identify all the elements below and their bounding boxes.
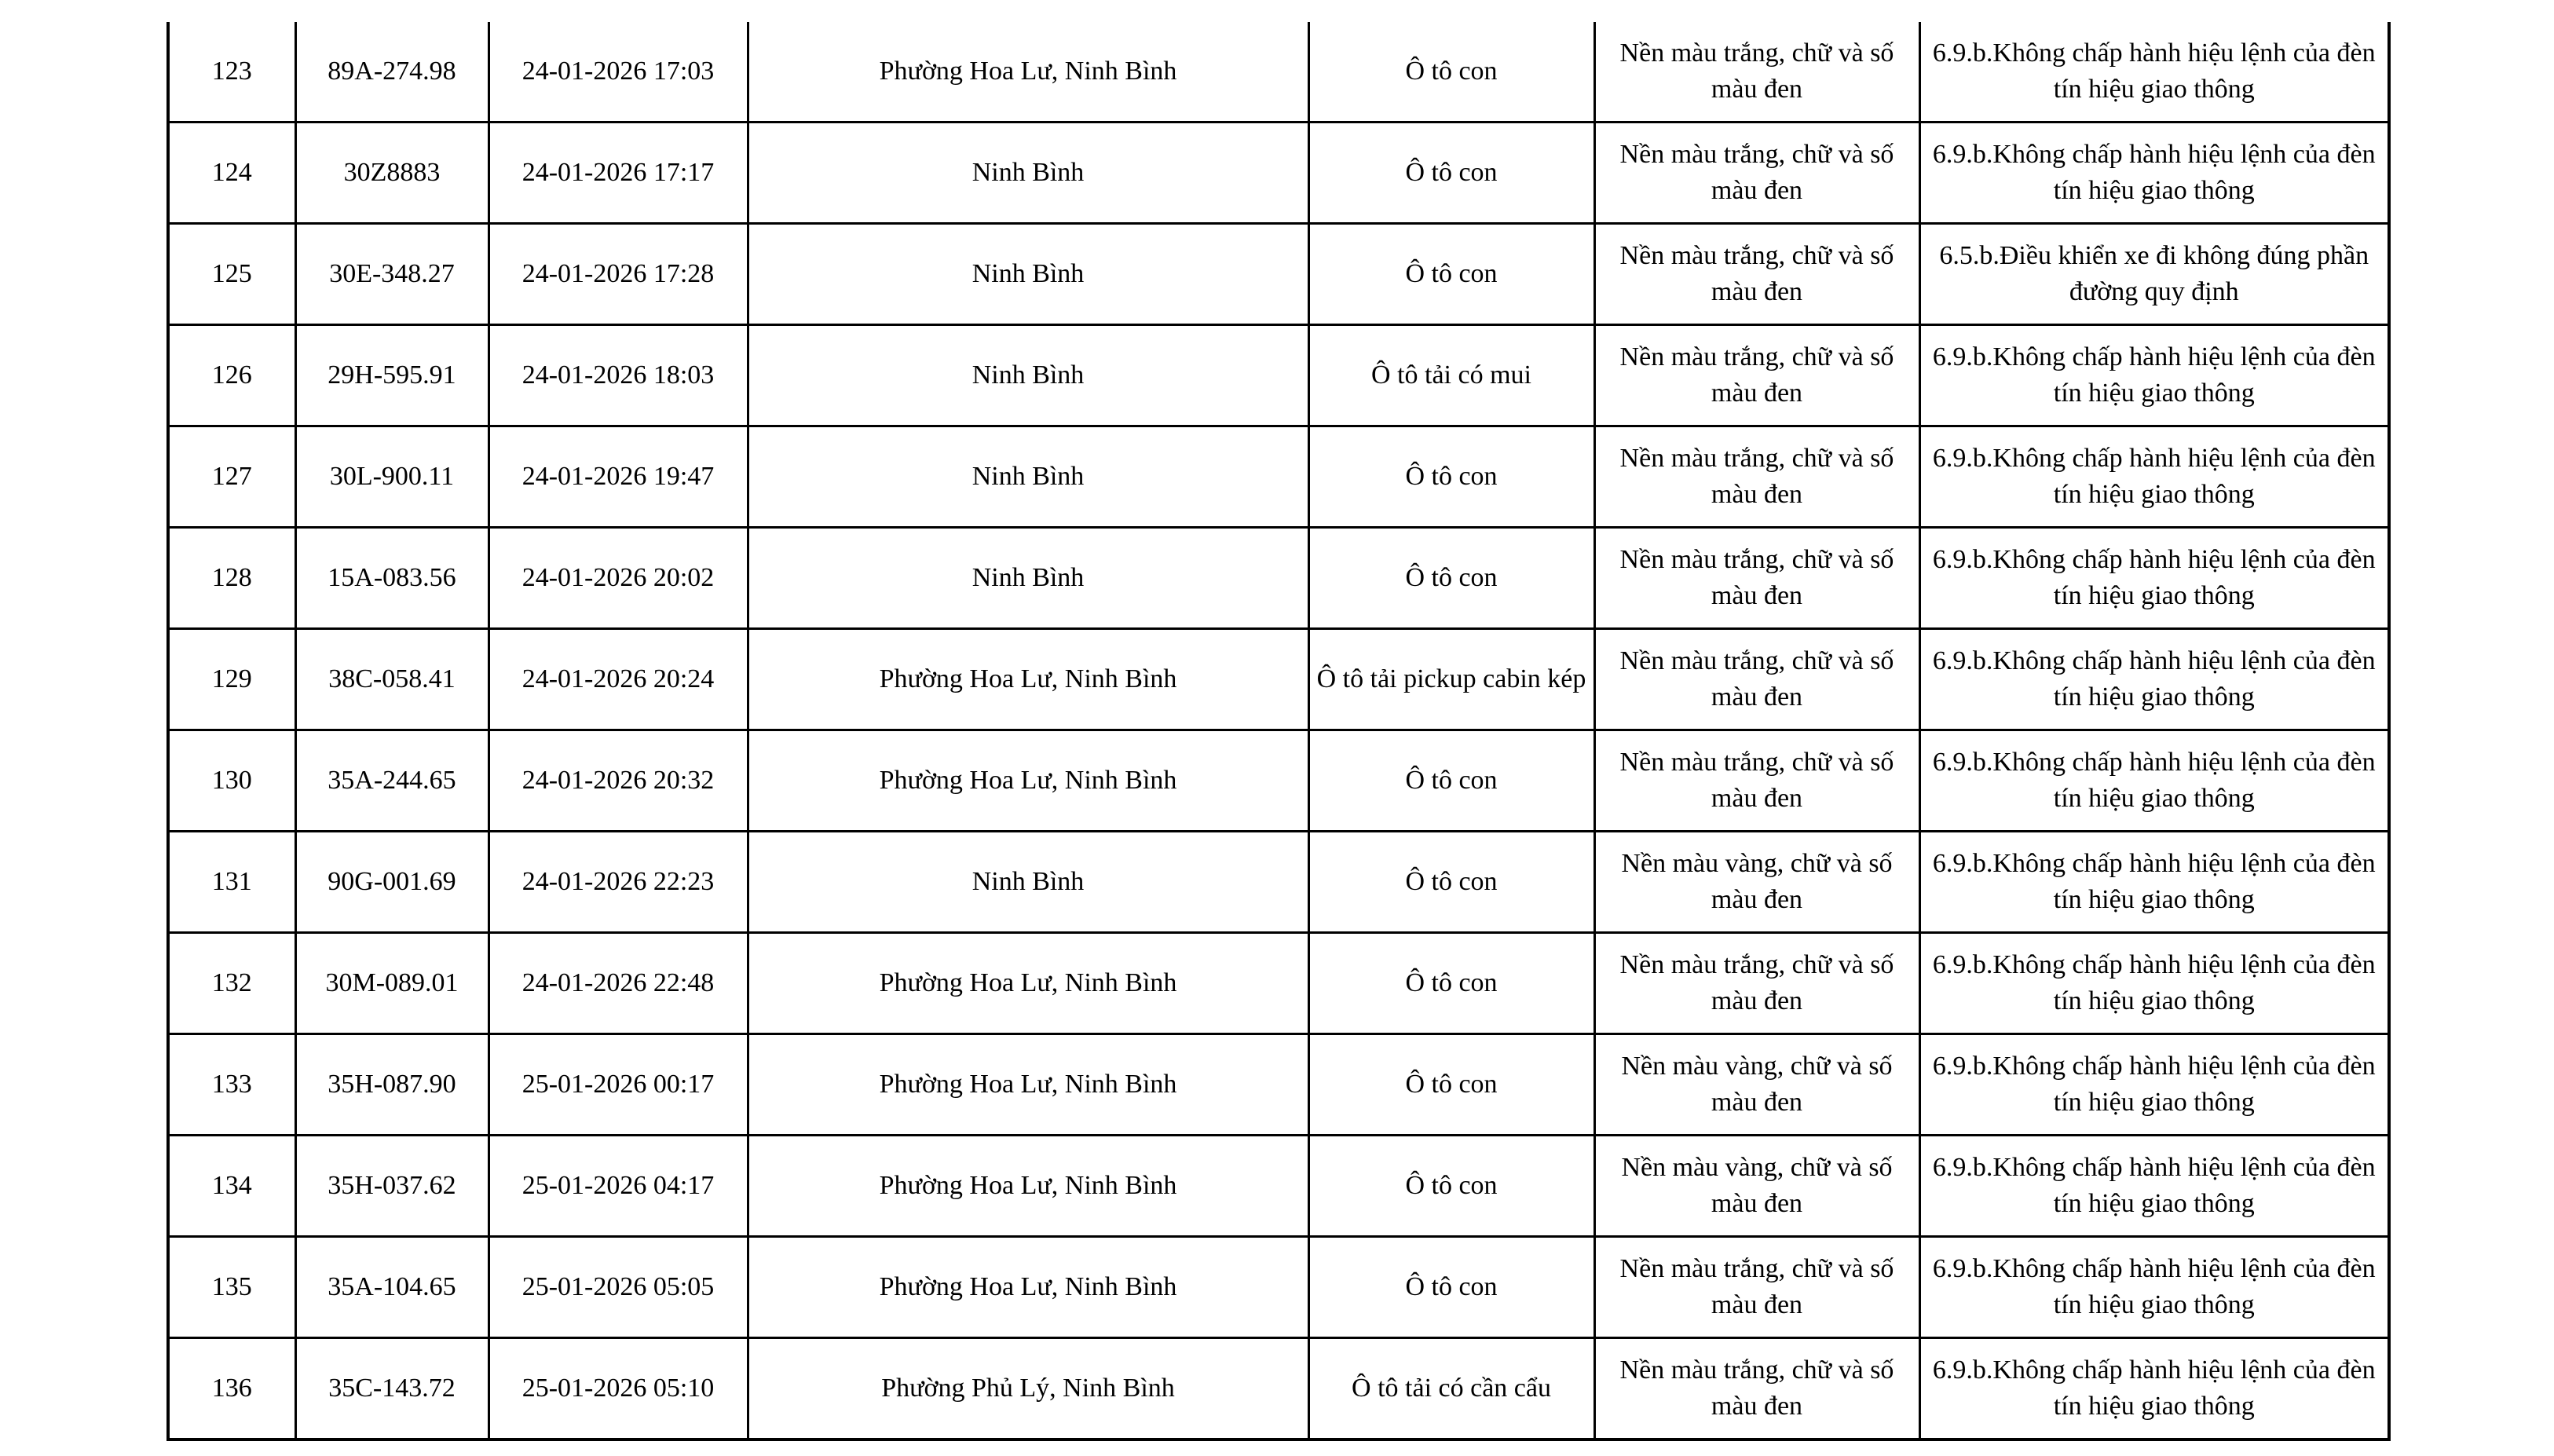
violation-time: 24-01-2026 22:48 <box>488 933 748 1034</box>
violation-location: Ninh Bình <box>748 528 1308 629</box>
plate-color: Nền màu trắng, chữ và số màu đen <box>1594 933 1919 1034</box>
violation-description: 6.9.b.Không chấp hành hiệu lệnh của đèn tín hiệu giao thông <box>1919 730 2389 832</box>
row-number: 130 <box>168 730 295 832</box>
plate-color: Nền màu trắng, chữ và số màu đen <box>1594 1237 1919 1338</box>
violation-time: 25-01-2026 00:17 <box>488 1034 748 1136</box>
violation-location: Phường Hoa Lư, Ninh Bình <box>748 22 1308 123</box>
plate-color: Nền màu vàng, chữ và số màu đen <box>1594 832 1919 933</box>
vehicle-type: Ô tô con <box>1308 123 1594 224</box>
violation-location: Phường Hoa Lư, Ninh Bình <box>748 629 1308 730</box>
vehicle-type: Ô tô tải có mui <box>1308 325 1594 426</box>
violation-location: Ninh Bình <box>748 325 1308 426</box>
violation-time: 24-01-2026 17:03 <box>488 22 748 123</box>
violation-time: 24-01-2026 20:24 <box>488 629 748 730</box>
violation-description: 6.9.b.Không chấp hành hiệu lệnh của đèn tín hiệu giao thông <box>1919 933 2389 1034</box>
plate-color: Nền màu trắng, chữ và số màu đen <box>1594 629 1919 730</box>
plate-color: Nền màu trắng, chữ và số màu đen <box>1594 22 1919 123</box>
plate-color: Nền màu trắng, chữ và số màu đen <box>1594 730 1919 832</box>
table-row <box>168 1034 2389 1136</box>
violation-time: 24-01-2026 17:28 <box>488 224 748 325</box>
violation-description: 6.9.b.Không chấp hành hiệu lệnh của đèn tín hiệu giao thông <box>1919 426 2389 528</box>
vehicle-type: Ô tô con <box>1308 426 1594 528</box>
license-plate: 38C-058.41 <box>295 629 488 730</box>
license-plate: 30M-089.01 <box>295 933 488 1034</box>
row-number: 136 <box>168 1338 295 1440</box>
violation-description: 6.9.b.Không chấp hành hiệu lệnh của đèn tín hiệu giao thông <box>1919 1034 2389 1136</box>
violation-location: Phường Hoa Lư, Ninh Bình <box>748 1136 1308 1237</box>
plate-color: Nền màu vàng, chữ và số màu đen <box>1594 1034 1919 1136</box>
table-row <box>168 629 2389 730</box>
row-number: 129 <box>168 629 295 730</box>
row-number: 125 <box>168 224 295 325</box>
row-number: 126 <box>168 325 295 426</box>
vehicle-type: Ô tô con <box>1308 528 1594 629</box>
table-row <box>168 224 2389 325</box>
violation-location: Ninh Bình <box>748 832 1308 933</box>
row-number: 131 <box>168 832 295 933</box>
violation-time: 24-01-2026 18:03 <box>488 325 748 426</box>
vehicle-type: Ô tô tải pickup cabin kép <box>1308 629 1594 730</box>
plate-color: Nền màu vàng, chữ và số màu đen <box>1594 1136 1919 1237</box>
license-plate: 29H-595.91 <box>295 325 488 426</box>
table-row <box>168 933 2389 1034</box>
violation-description: 6.9.b.Không chấp hành hiệu lệnh của đèn tín hiệu giao thông <box>1919 1237 2389 1338</box>
vehicle-type: Ô tô con <box>1308 22 1594 123</box>
violation-description: 6.9.b.Không chấp hành hiệu lệnh của đèn tín hiệu giao thông <box>1919 1136 2389 1237</box>
violations-table-body <box>168 22 2389 1440</box>
vehicle-type: Ô tô con <box>1308 1034 1594 1136</box>
license-plate: 30Z8883 <box>295 123 488 224</box>
license-plate: 35C-143.72 <box>295 1338 488 1440</box>
license-plate: 30E-348.27 <box>295 224 488 325</box>
row-number: 123 <box>168 22 295 123</box>
table-row <box>168 426 2389 528</box>
license-plate: 90G-001.69 <box>295 832 488 933</box>
vehicle-type: Ô tô con <box>1308 832 1594 933</box>
violation-time: 24-01-2026 22:23 <box>488 832 748 933</box>
license-plate: 15A-083.56 <box>295 528 488 629</box>
vehicle-type: Ô tô con <box>1308 224 1594 325</box>
row-number: 134 <box>168 1136 295 1237</box>
violation-description: 6.9.b.Không chấp hành hiệu lệnh của đèn tín hiệu giao thông <box>1919 325 2389 426</box>
license-plate: 30L-900.11 <box>295 426 488 528</box>
violation-time: 24-01-2026 20:02 <box>488 528 748 629</box>
table-row <box>168 123 2389 224</box>
table-row <box>168 22 2389 123</box>
table-row <box>168 1338 2389 1440</box>
violation-description: 6.9.b.Không chấp hành hiệu lệnh của đèn tín hiệu giao thông <box>1919 832 2389 933</box>
row-number: 124 <box>168 123 295 224</box>
violation-time: 25-01-2026 05:10 <box>488 1338 748 1440</box>
license-plate: 35A-104.65 <box>295 1237 488 1338</box>
violation-location: Phường Phủ Lý, Ninh Bình <box>748 1338 1308 1440</box>
vehicle-type: Ô tô tải có cần cẩu <box>1308 1338 1594 1440</box>
violations-table <box>166 22 2391 1441</box>
violation-description: 6.9.b.Không chấp hành hiệu lệnh của đèn tín hiệu giao thông <box>1919 1338 2389 1440</box>
table-row <box>168 1136 2389 1237</box>
violation-time: 24-01-2026 19:47 <box>488 426 748 528</box>
violation-location: Ninh Bình <box>748 426 1308 528</box>
table-row <box>168 528 2389 629</box>
row-number: 135 <box>168 1237 295 1338</box>
violation-location: Ninh Bình <box>748 224 1308 325</box>
plate-color: Nền màu trắng, chữ và số màu đen <box>1594 224 1919 325</box>
row-number: 128 <box>168 528 295 629</box>
violation-time: 24-01-2026 17:17 <box>488 123 748 224</box>
plate-color: Nền màu trắng, chữ và số màu đen <box>1594 1338 1919 1440</box>
table-row <box>168 832 2389 933</box>
license-plate: 35H-087.90 <box>295 1034 488 1136</box>
vehicle-type: Ô tô con <box>1308 730 1594 832</box>
violation-time: 25-01-2026 04:17 <box>488 1136 748 1237</box>
violation-description: 6.9.b.Không chấp hành hiệu lệnh của đèn tín hiệu giao thông <box>1919 629 2389 730</box>
row-number: 127 <box>168 426 295 528</box>
plate-color: Nền màu trắng, chữ và số màu đen <box>1594 123 1919 224</box>
license-plate: 89A-274.98 <box>295 22 488 123</box>
plate-color: Nền màu trắng, chữ và số màu đen <box>1594 325 1919 426</box>
violation-location: Ninh Bình <box>748 123 1308 224</box>
violation-description: 6.9.b.Không chấp hành hiệu lệnh của đèn tín hiệu giao thông <box>1919 123 2389 224</box>
table-row <box>168 730 2389 832</box>
table-row <box>168 1237 2389 1338</box>
violation-location: Phường Hoa Lư, Ninh Bình <box>748 1034 1308 1136</box>
violation-description: 6.9.b.Không chấp hành hiệu lệnh của đèn tín hiệu giao thông <box>1919 22 2389 123</box>
violation-description: 6.9.b.Không chấp hành hiệu lệnh của đèn tín hiệu giao thông <box>1919 528 2389 629</box>
violation-location: Phường Hoa Lư, Ninh Bình <box>748 1237 1308 1338</box>
vehicle-type: Ô tô con <box>1308 933 1594 1034</box>
row-number: 132 <box>168 933 295 1034</box>
table-row <box>168 325 2389 426</box>
violation-location: Phường Hoa Lư, Ninh Bình <box>748 933 1308 1034</box>
plate-color: Nền màu trắng, chữ và số màu đen <box>1594 528 1919 629</box>
vehicle-type: Ô tô con <box>1308 1136 1594 1237</box>
vehicle-type: Ô tô con <box>1308 1237 1594 1338</box>
license-plate: 35A-244.65 <box>295 730 488 832</box>
violation-location: Phường Hoa Lư, Ninh Bình <box>748 730 1308 832</box>
violation-time: 25-01-2026 05:05 <box>488 1237 748 1338</box>
violation-time: 24-01-2026 20:32 <box>488 730 748 832</box>
row-number: 133 <box>168 1034 295 1136</box>
license-plate: 35H-037.62 <box>295 1136 488 1237</box>
violation-description: 6.5.b.Điều khiển xe đi không đúng phần đường quy định <box>1919 224 2389 325</box>
plate-color: Nền màu trắng, chữ và số màu đen <box>1594 426 1919 528</box>
